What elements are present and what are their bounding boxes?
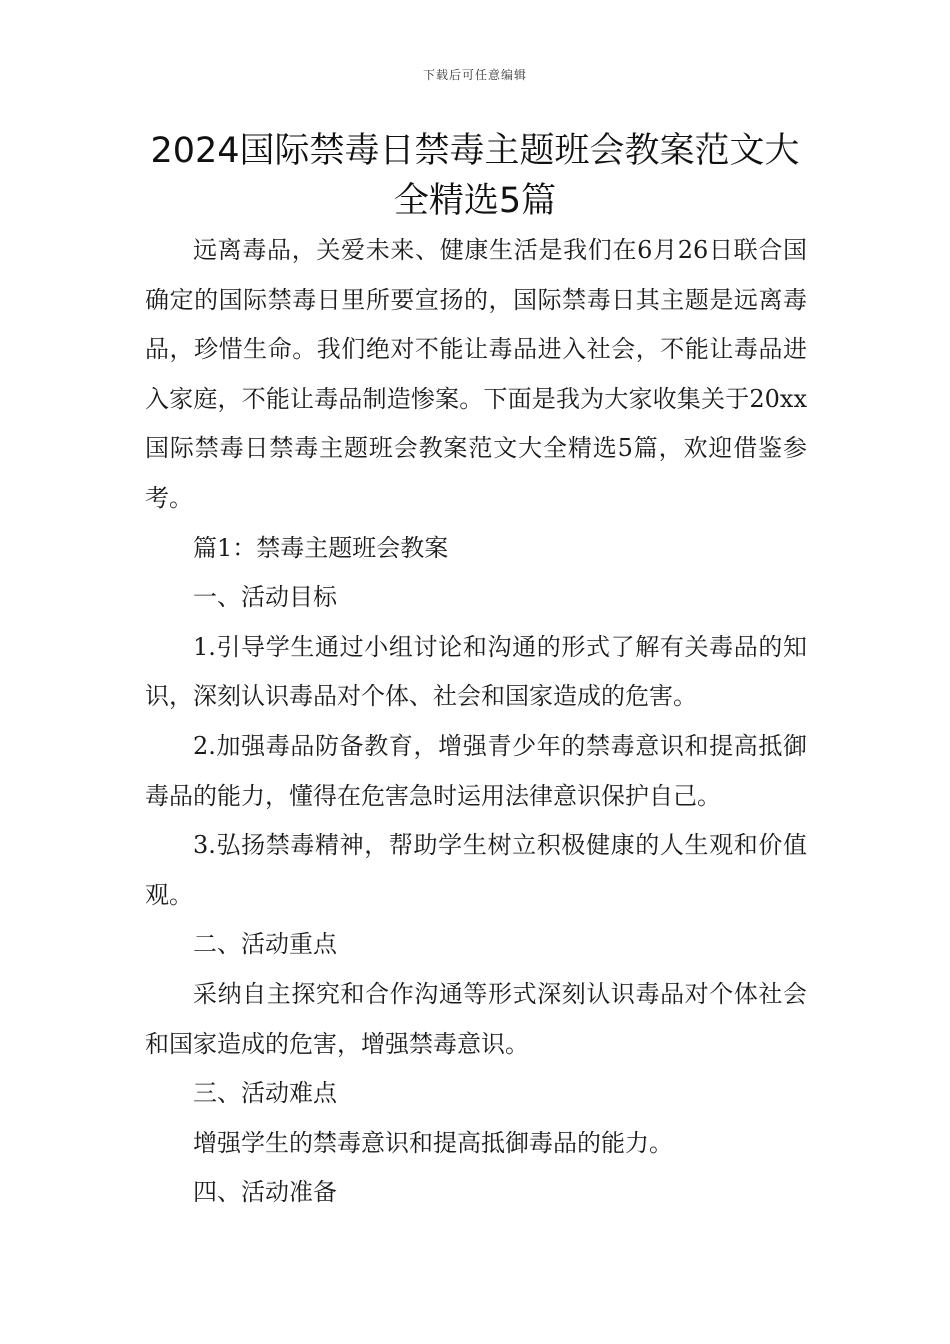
- document-title: 2024国际禁毒日禁毒主题班会教案范文大全精选5篇: [150, 131, 800, 221]
- intro-paragraph: 远离毒品，关爱未来、健康生活是我们在6月26日联合国确定的国际禁毒日里所要宣扬的，国际禁毒日其主题是远离毒品，珍惜生命。我们绝对不能让毒品进入社会，不能让毒品进入家庭，不能让毒品制造惨案。下面是我为大家收集关于20xx国际禁毒日禁毒主题班会教案范文大全精选5篇，欢迎借鉴参考。: [145, 236, 807, 512]
- document-body: [145, 226, 807, 1218]
- section-heading: 一、活动目标: [193, 583, 337, 612]
- body-paragraph: 3.弘扬禁毒精神，帮助学生树立积极健康的人生观和价值观。: [145, 831, 807, 909]
- body-paragraph: 增强学生的禁毒意识和提高抵御毒品的能力。: [193, 1128, 673, 1157]
- section-heading: 三、活动难点: [193, 1079, 337, 1108]
- section-heading: 篇1：禁毒主题班会教案: [193, 533, 449, 562]
- section-heading: 二、活动重点: [193, 930, 337, 959]
- section-heading: 四、活动准备: [193, 1178, 337, 1207]
- header-note: 下载后可任意编辑: [422, 68, 527, 82]
- body-paragraph: 采纳自主探究和合作沟通等形式深刻认识毒品对个体社会和国家造成的危害，增强禁毒意识。: [145, 979, 807, 1058]
- body-paragraph: 2.加强毒品防备教育，增强青少年的禁毒意识和提高抵御毒品的能力，懂得在危害急时运用法律意识保护自己。: [145, 731, 807, 810]
- body-paragraph: 1.引导学生通过小组讨论和沟通的形式了解有关毒品的知识，深刻认识毒品对个体、社会和国家造成的危害。: [145, 632, 807, 711]
